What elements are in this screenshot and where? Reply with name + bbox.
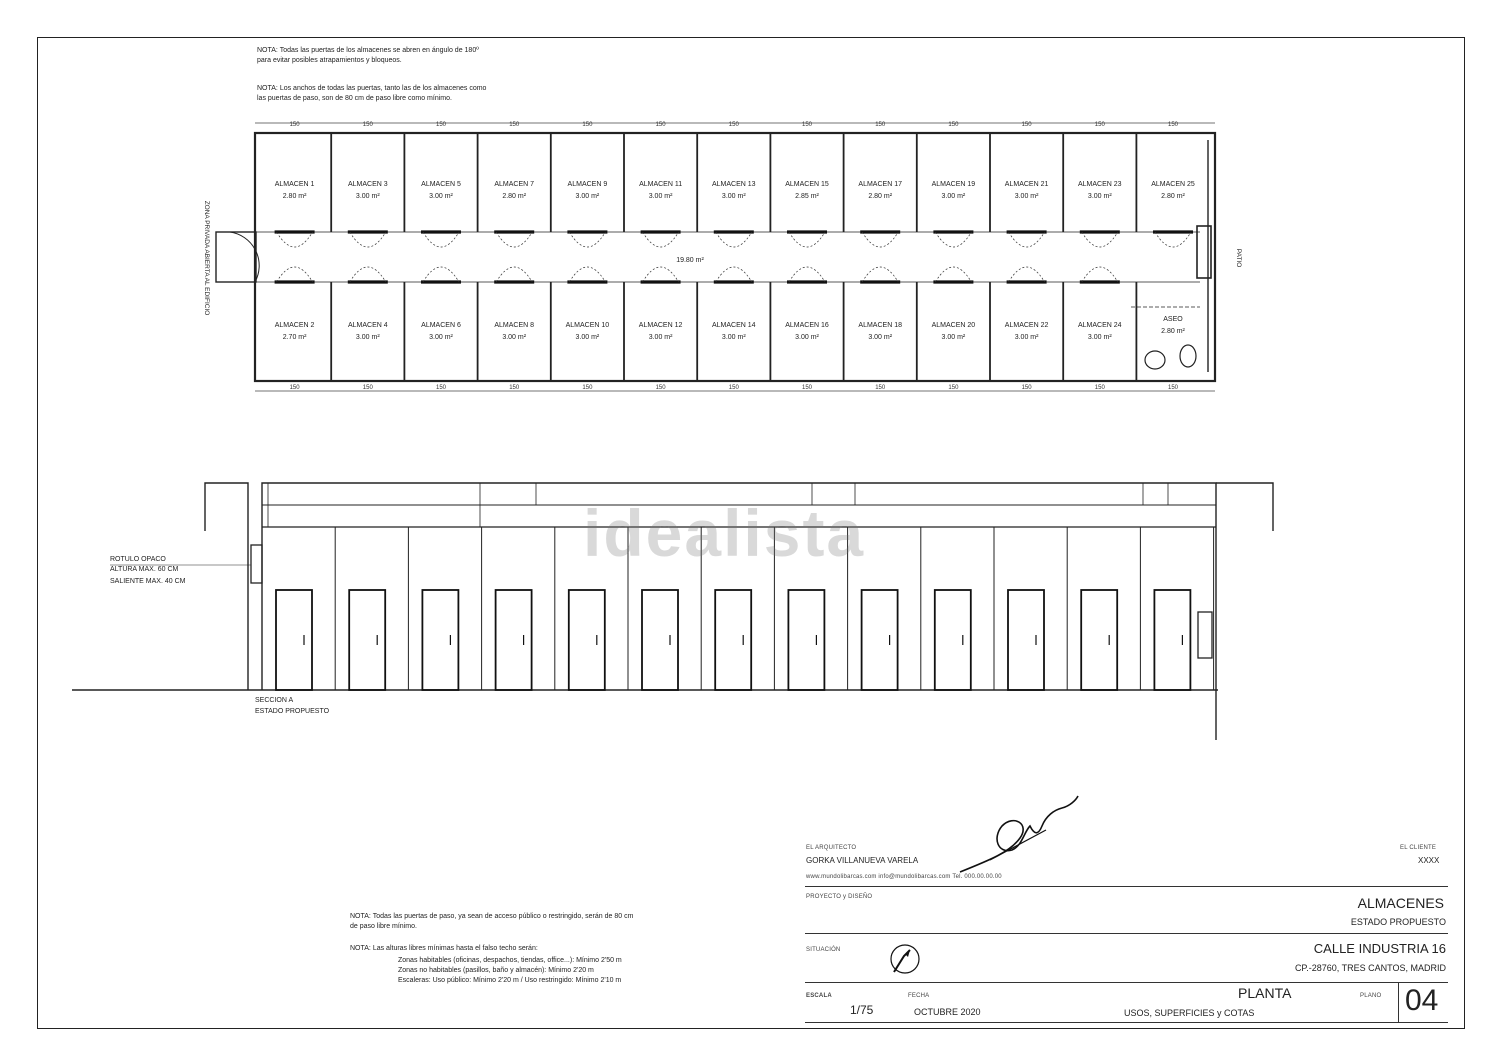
storage-name: ALMACEN 4: [347, 322, 388, 329]
storage-name: ALMACEN 11: [639, 181, 683, 188]
aseo-name: ASEO: [1163, 316, 1183, 323]
patio-label: PATIO: [1235, 248, 1242, 268]
door-swing: [277, 267, 313, 282]
left-zone-label: ZONA PRIVADA ABIERTA AL EDIFICIO: [203, 200, 210, 316]
title-block-rule: [805, 1022, 1448, 1023]
door-swing: [277, 232, 313, 247]
door-swing: [569, 232, 605, 247]
door-swing: [862, 232, 898, 247]
storage-area: 2.80 m²: [1161, 193, 1185, 200]
section-label: SECCION A: [255, 697, 294, 704]
dimension-label: 150: [289, 385, 300, 391]
title-block-rule: [805, 886, 1448, 887]
door-swing: [643, 267, 679, 282]
architect-contact: www.mundolibarcas.com info@mundolibarcas.com Tel. 000.00.00.00: [806, 874, 1002, 880]
storage-name: ALMACEN 16: [785, 322, 829, 329]
sign-note-2: ALTURA MAX. 60 CM: [110, 566, 179, 573]
door-swing: [350, 267, 386, 282]
door-swing: [496, 232, 532, 247]
plan-caption: PLANO: [1360, 993, 1382, 999]
door-swing: [1009, 267, 1045, 282]
storage-name: ALMACEN 25: [1151, 181, 1195, 188]
door-swing: [423, 232, 459, 247]
storage-name: ALMACEN 24: [1078, 322, 1122, 329]
storage-area: 3.00 m²: [941, 334, 966, 341]
date-value: OCTUBRE 2020: [914, 1007, 981, 1017]
dimension-label: 150: [948, 122, 959, 128]
dimension-label: 150: [1021, 122, 1032, 128]
storage-area: 2.70 m²: [282, 334, 307, 341]
door-swing: [423, 267, 459, 282]
dimension-label: 150: [1021, 385, 1032, 391]
storage-name: ALMACEN 17: [858, 181, 902, 188]
date-caption: FECHA: [908, 993, 930, 999]
situation-caption: SITUACIÓN: [806, 947, 841, 953]
storage-name: ALMACEN 12: [638, 322, 683, 329]
address-line-1: CALLE INDUSTRIA 16: [1313, 941, 1446, 956]
storage-area: 3.00 m²: [1087, 334, 1112, 341]
storage-name: ALMACEN 9: [567, 181, 608, 188]
watermark: idealista: [583, 496, 866, 570]
storage-name: ALMACEN 3: [347, 181, 388, 188]
storage-name: ALMACEN 6: [421, 322, 461, 329]
door-swing: [1155, 232, 1191, 247]
storage-name: ALMACEN 10: [565, 322, 610, 329]
dimension-label: 150: [582, 122, 593, 128]
dimension-label: 150: [289, 122, 300, 128]
storage-area: 2.85 m²: [795, 193, 819, 200]
door-swing: [862, 267, 898, 282]
storage-area: 3.00 m²: [355, 334, 380, 341]
project-subtitle: ESTADO PROPUESTO: [1350, 917, 1446, 927]
storage-area: 2.80 m²: [502, 193, 527, 200]
storage-area: 3.00 m²: [868, 334, 893, 341]
storage-name: ALMACEN 5: [421, 181, 461, 188]
door-swing: [1082, 232, 1118, 247]
storage-name: ALMACEN 23: [1078, 181, 1122, 188]
storage-area: 3.00 m²: [1014, 193, 1039, 200]
title-block-divider: [1398, 982, 1399, 1022]
storage-name: ALMACEN 15: [785, 181, 829, 188]
note-door-opening: NOTA: Todas las puertas de los almacenes se abren en ángulo de 180º para evitar posibles atrapamientos y bloqueos.: [257, 47, 479, 64]
storage-area: 2.80 m²: [868, 193, 893, 200]
dimension-label: 150: [801, 385, 813, 391]
storage-area: 3.00 m²: [575, 334, 600, 341]
dimension-label: 150: [875, 122, 886, 128]
dimension-label: 150: [1167, 385, 1179, 391]
architect-signature: [950, 790, 1090, 880]
storage-name: ALMACEN 8: [494, 322, 535, 329]
storage-area: 3.00 m²: [648, 334, 673, 341]
dimension-label: 150: [1094, 385, 1105, 391]
storage-name: ALMACEN 2: [274, 322, 315, 329]
dimension-label: 150: [1094, 122, 1105, 128]
sheet-subtitle: USOS, SUPERFICIES y COTAS: [1124, 1008, 1255, 1018]
client-name: XXXX: [1418, 856, 1440, 865]
dimension-label: 150: [509, 385, 520, 391]
storage-name: ALMACEN 14: [712, 322, 756, 329]
patio-door: [1197, 226, 1211, 278]
note-ceiling-heights-list: Zonas habitables (oficinas, despachos, tiendas, office...): Mínimo 2'50 m Zonas no habitables (pasillos, baño y almacén): Mínimo 2'20 m Escaleras: Uso público: Mínimo 2'20 m / Uso restringido: Mínimo 2'10 m: [398, 957, 622, 984]
door-swing: [789, 267, 825, 282]
storage-name: ALMACEN 21: [1004, 181, 1049, 188]
north-arrow-icon: [884, 942, 924, 976]
door-swing: [935, 232, 971, 247]
scale-caption: ESCALA: [806, 993, 832, 999]
title-block-rule: [805, 982, 1448, 983]
dimension-label: 150: [435, 385, 447, 391]
toilet-icon: [1145, 351, 1165, 369]
dimension-label: 150: [801, 122, 813, 128]
dimension-label: 150: [1167, 122, 1179, 128]
storage-area: 3.00 m²: [575, 193, 600, 200]
note-door-width: NOTA: Los anchos de todas las puertas, tanto las de los almacenes como las puertas de paso, son de 80 cm de paso libre como mínimo.: [257, 85, 487, 102]
storage-area: 3.00 m²: [355, 193, 380, 200]
sign-note-1: ROTULO OPACO: [110, 556, 166, 563]
dimension-label: 150: [655, 385, 666, 391]
dimension-label: 150: [509, 122, 520, 128]
storage-area: 3.00 m²: [429, 193, 453, 200]
door-swing: [643, 232, 679, 247]
dimension-label: 150: [362, 122, 373, 128]
door-swing: [1082, 267, 1118, 282]
title-block-rule: [805, 933, 1448, 934]
storage-area: 3.00 m²: [648, 193, 673, 200]
door-swing: [789, 232, 825, 247]
storage-name: ALMACEN 19: [931, 181, 976, 188]
storage-area: 2.80 m²: [282, 193, 307, 200]
storage-area: 3.00 m²: [1087, 193, 1112, 200]
plan-outer-wall: [255, 133, 1215, 381]
storage-area: 3.00 m²: [502, 334, 527, 341]
storage-name: ALMACEN 7: [494, 181, 535, 188]
note-ceiling-heights: NOTA: Las alturas libres mínimas hasta el falso techo serán:: [350, 945, 538, 952]
storage-name: ALMACEN 20: [931, 322, 976, 329]
scale-value: 1/75: [850, 1003, 874, 1017]
storage-name: ALMACEN 13: [712, 181, 756, 188]
client-caption: EL CLIENTE: [1400, 845, 1437, 851]
project-title: ALMACENES: [1357, 895, 1444, 911]
door-swing: [496, 267, 532, 282]
storage-area: 3.00 m²: [721, 193, 746, 200]
plan-number: 04: [1405, 984, 1439, 1017]
dimension-label: 150: [728, 122, 739, 128]
storage-name: ALMACEN 22: [1004, 322, 1049, 329]
entrance-door: [216, 232, 256, 282]
aseo-area: 2.80 m²: [1161, 328, 1185, 335]
architect-name: GORKA VILLANUEVA VARELA: [806, 856, 919, 865]
storage-name: ALMACEN 1: [274, 181, 315, 188]
storage-area: 3.00 m²: [429, 334, 453, 341]
storage-area: 3.00 m²: [795, 334, 819, 341]
door-swing: [569, 267, 605, 282]
dimension-label: 150: [728, 385, 739, 391]
door-swing: [716, 267, 752, 282]
storage-name: ALMACEN 18: [858, 322, 902, 329]
dimension-label: 150: [435, 122, 447, 128]
storage-area: 3.00 m²: [1014, 334, 1039, 341]
corridor-area: 19.80 m²: [676, 257, 704, 264]
sheet-title: PLANTA: [1238, 985, 1292, 1001]
dimension-label: 150: [582, 385, 593, 391]
dimension-label: 150: [362, 385, 373, 391]
door-swing: [716, 232, 752, 247]
project-caption: PROYECTO y DISEÑO: [806, 894, 873, 900]
address-line-2: CP.-28760, TRES CANTOS, MADRID: [1294, 963, 1446, 973]
signature-stroke: [960, 796, 1078, 872]
dimension-label: 150: [655, 122, 666, 128]
architect-caption: EL ARQUITECTO: [806, 845, 857, 851]
storage-area: 3.00 m²: [941, 193, 966, 200]
section-state-label: ESTADO PROPUESTO: [255, 708, 330, 715]
door-swing: [1009, 232, 1045, 247]
dimension-label: 150: [948, 385, 959, 391]
sign-note-3: SALIENTE MAX. 40 CM: [110, 578, 186, 585]
note-door-free-passage: NOTA: Todas las puertas de paso, ya sean de acceso público o restringido, serán de 80 cm de paso libre mínimo.: [350, 913, 634, 930]
door-swing: [935, 267, 971, 282]
sink-icon: [1180, 345, 1196, 367]
dimension-label: 150: [875, 385, 886, 391]
storage-area: 3.00 m²: [721, 334, 746, 341]
door-swing: [350, 232, 386, 247]
